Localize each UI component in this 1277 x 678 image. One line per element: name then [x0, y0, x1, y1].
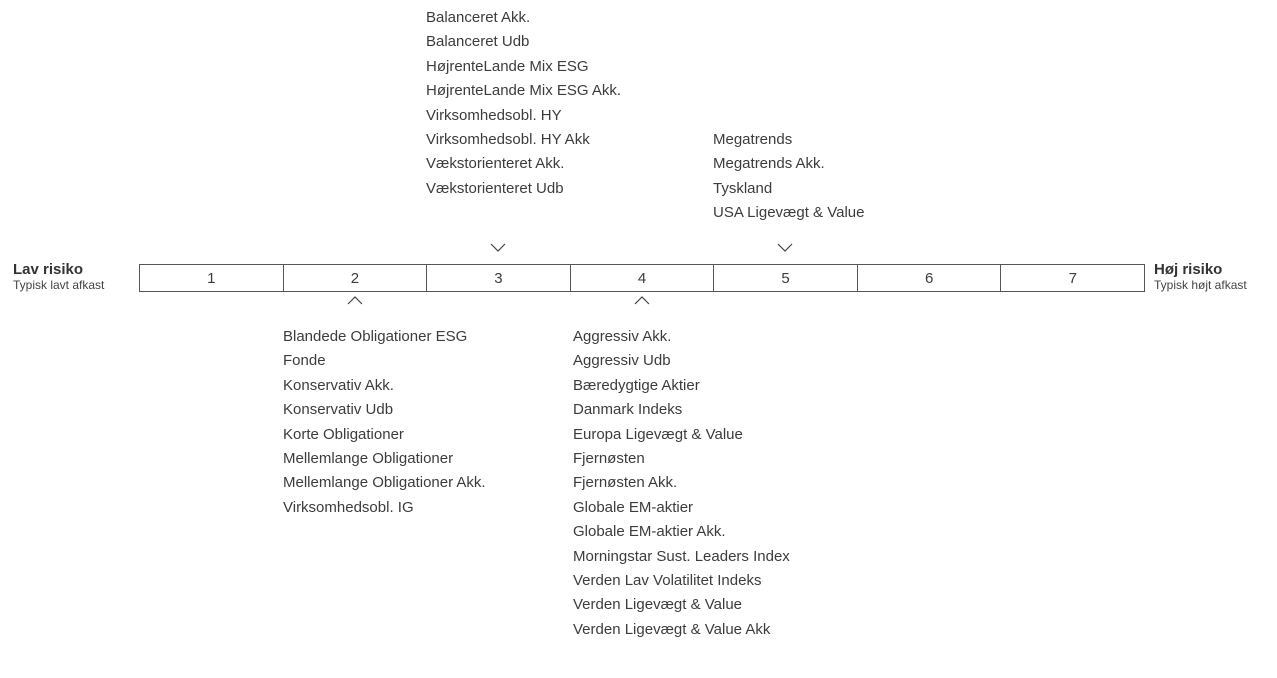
fund-name: Globale EM-aktier	[573, 498, 694, 516]
high-risk-label	[1154, 262, 1247, 292]
fund-name: Konservativ Udb	[283, 401, 394, 419]
fund-name: HøjrenteLande Mix ESG	[426, 57, 589, 75]
fund-name: Verden Ligevægt & Value Akk	[573, 620, 771, 638]
fund-name: Vækstorienteret Akk.	[426, 155, 565, 173]
fund-name: Tyskland	[713, 179, 773, 197]
fund-name: Megatrends Akk.	[713, 155, 825, 173]
fund-name: Europa Ligevægt & Value	[573, 425, 743, 443]
fund-name: USA Ligevægt & Value	[713, 204, 865, 222]
risk-level-4: 4	[571, 265, 715, 291]
low-risk-label	[13, 262, 104, 292]
chevron-down-icon	[490, 243, 506, 252]
risk-level-5: 5	[714, 265, 858, 291]
fund-name: Aggressiv Udb	[573, 352, 671, 370]
fund-name: Fjernøsten Akk.	[573, 474, 678, 492]
high-risk-subtitle: Typisk højt afkast	[1154, 278, 1247, 292]
fund-name: Balanceret Akk.	[426, 9, 531, 26]
fund-list-level-3	[426, 6, 621, 201]
fund-name: Virksomhedsobl. HY Akk	[426, 131, 590, 149]
fund-name: Vækstorienteret Udb	[426, 179, 564, 197]
fund-name: HøjrenteLande Mix ESG Akk.	[426, 82, 622, 100]
fund-name: Konservativ Akk.	[283, 376, 394, 394]
low-risk-subtitle: Typisk lavt afkast	[13, 278, 105, 292]
fund-name: Danmark Indeks	[573, 401, 683, 419]
fund-name: Korte Obligationer	[283, 425, 404, 443]
chevron-down-icon	[777, 243, 793, 252]
fund-name: Mellemlange Obligationer	[283, 450, 454, 468]
fund-name: Virksomhedsobl. HY	[426, 106, 562, 124]
fund-name: Blandede Obligationer ESG	[283, 328, 468, 345]
low-risk-title: Lav risiko	[13, 261, 84, 278]
fund-name: Fonde	[283, 352, 326, 370]
fund-list-level-5	[713, 128, 864, 226]
risk-level-1: 1	[140, 265, 284, 291]
high-risk-title: Høj risiko	[1154, 261, 1223, 278]
fund-name: Megatrends	[713, 131, 793, 148]
fund-name: Verden Ligevægt & Value	[573, 596, 743, 614]
chevron-up-icon	[634, 296, 650, 305]
risk-level-3: 3	[427, 265, 571, 291]
fund-list-level-2	[283, 325, 486, 520]
fund-name: Morningstar Sust. Leaders Index	[573, 547, 790, 565]
fund-name: Globale EM-aktier Akk.	[573, 523, 726, 541]
fund-name: Aggressiv Akk.	[573, 328, 672, 345]
fund-name: Bæredygtige Aktier	[573, 376, 700, 394]
fund-name: Virksomhedsobl. IG	[283, 498, 414, 516]
risk-level-2: 2	[284, 265, 428, 291]
fund-name: Verden Lav Volatilitet Indeks	[573, 572, 762, 590]
risk-level-7: 7	[1068, 269, 1077, 287]
fund-name: Fjernøsten	[573, 450, 645, 468]
risk-level-6: 6	[858, 265, 1002, 291]
chevron-up-icon	[347, 296, 363, 305]
fund-name: Balanceret Udb	[426, 33, 530, 51]
risk-scale	[139, 264, 1145, 292]
fund-list-level-4	[573, 325, 790, 642]
fund-name: Mellemlange Obligationer Akk.	[283, 474, 486, 492]
